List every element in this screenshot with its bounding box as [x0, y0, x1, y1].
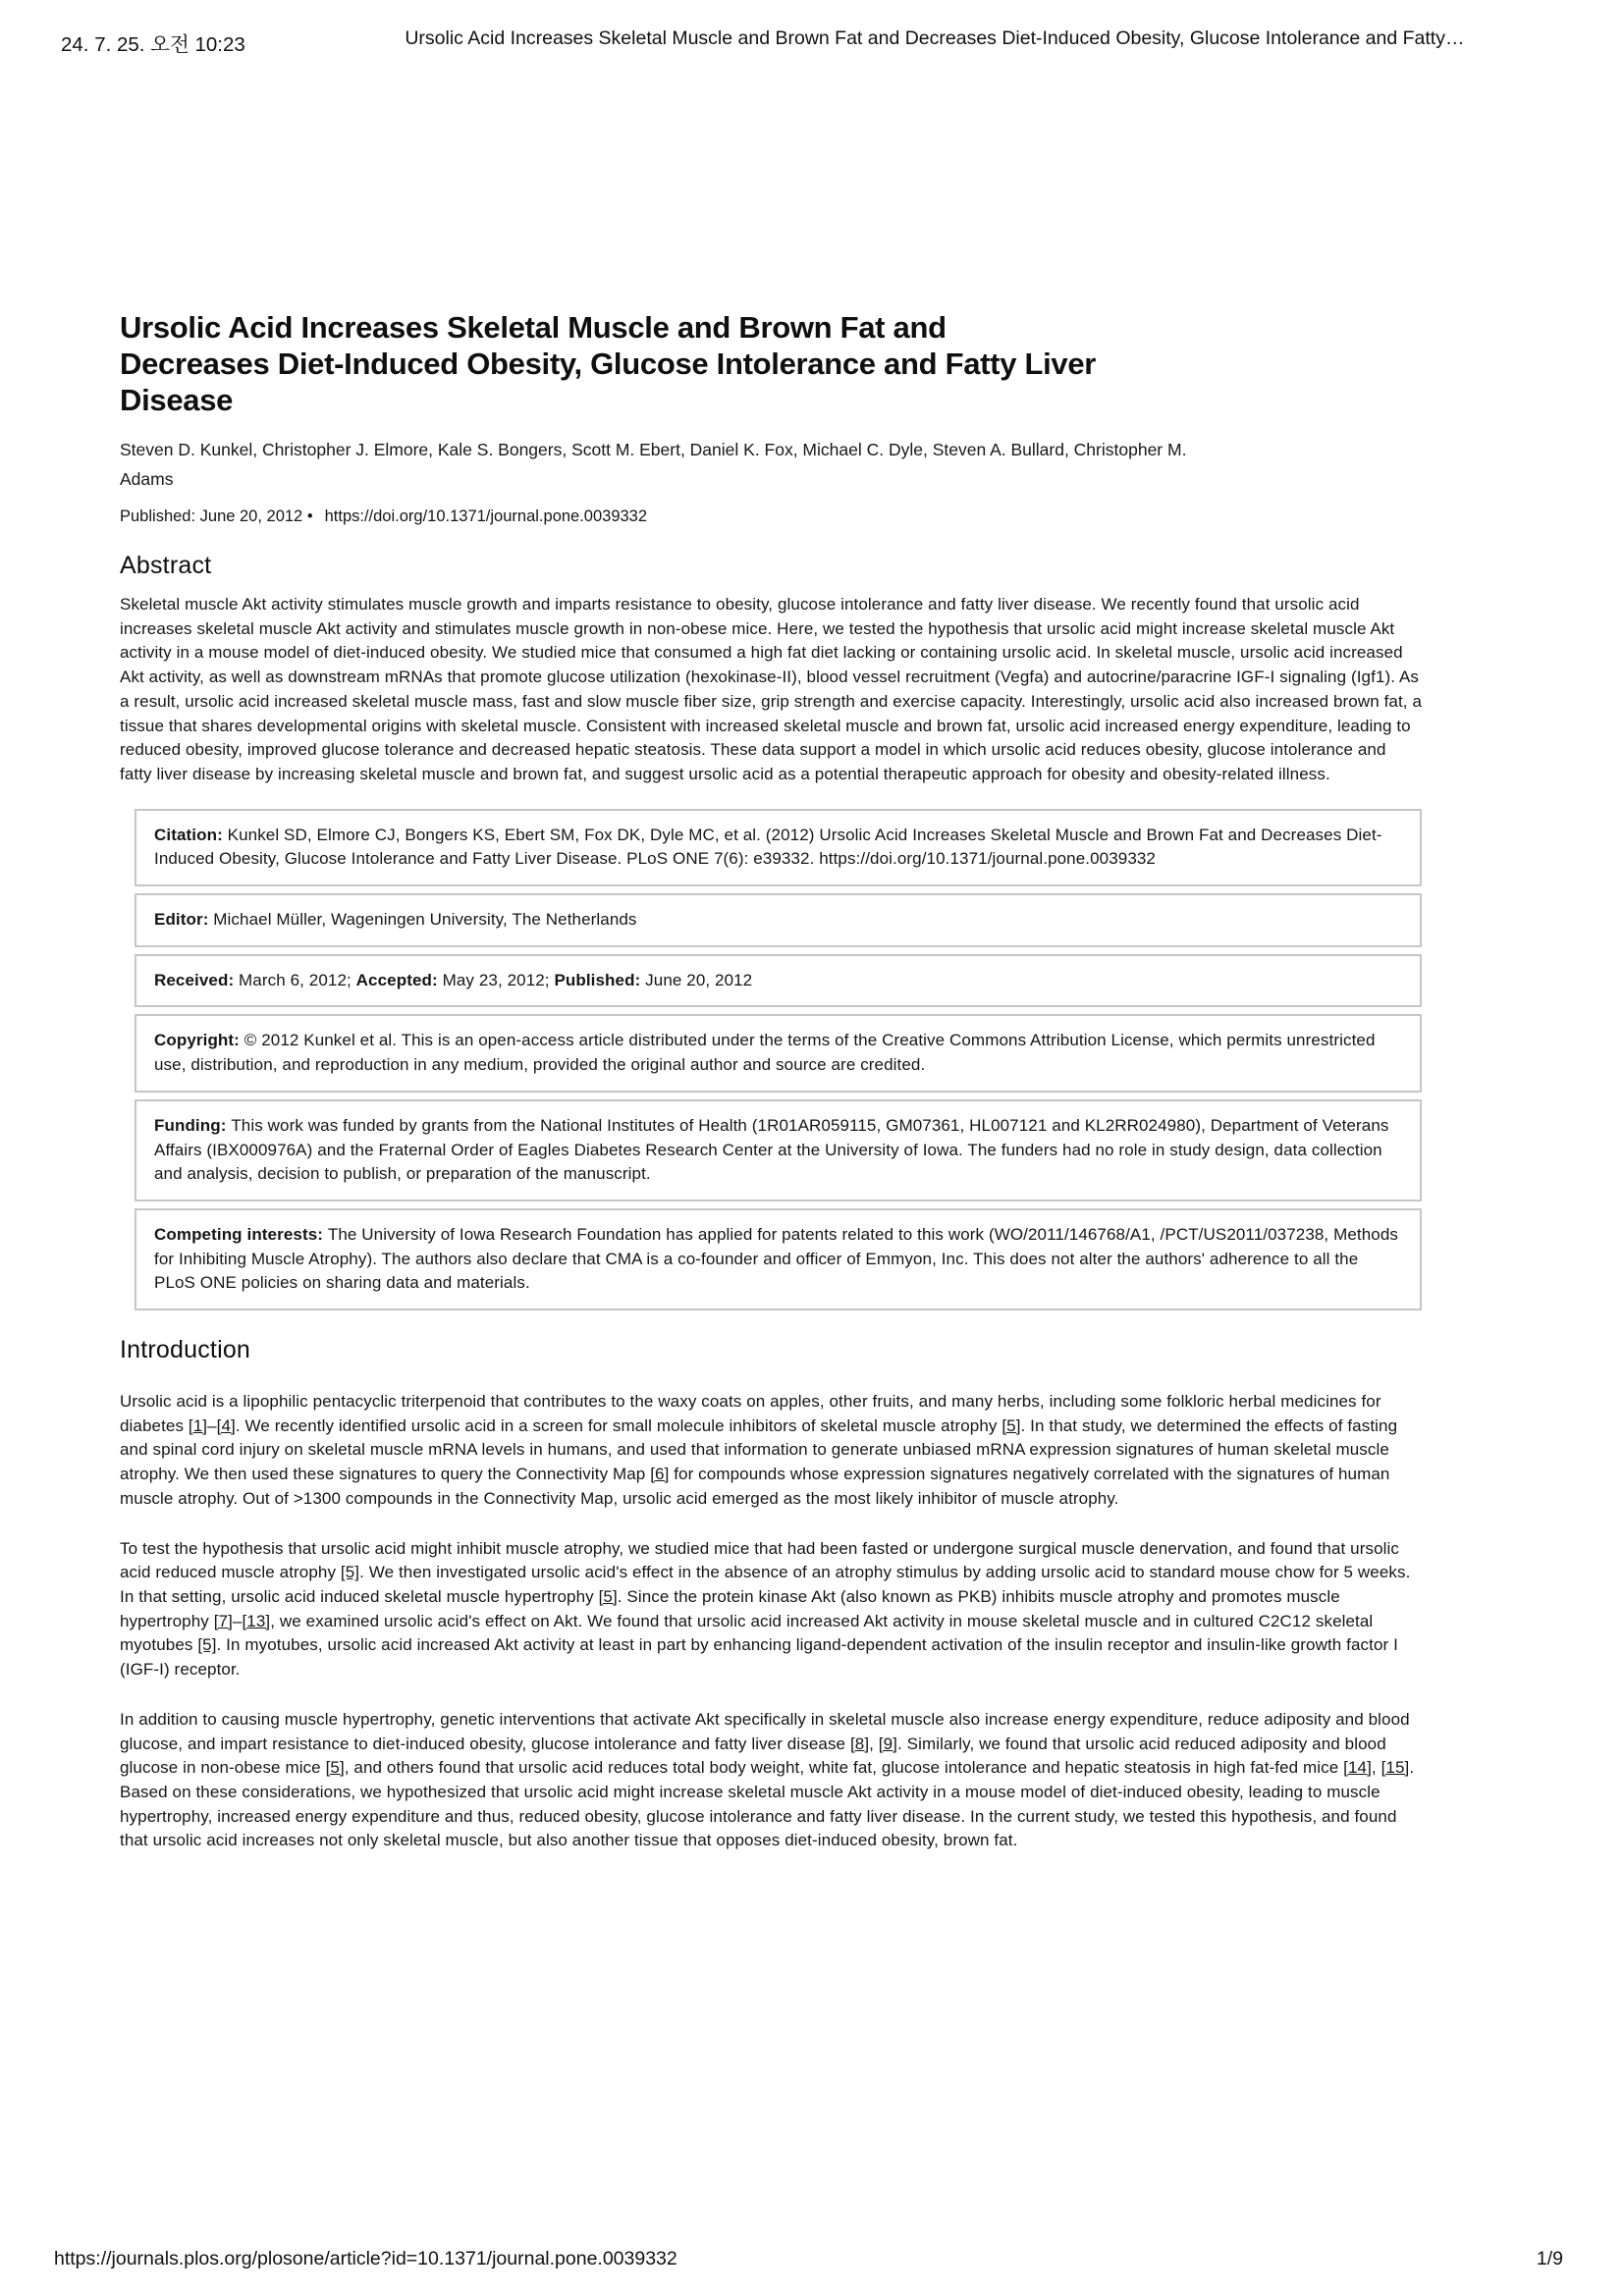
text-segment: • [306, 507, 313, 525]
text-segment: . We then investigated ursolic acid's effect in the absence of an atrophy stimulus by adding ursolic acid to standard mouse chow for 5 weeks. In that setting, ursolic acid induced skeletal muscle hypertrophy [120, 1563, 1411, 1606]
text-segment: Michael Müller, Wageningen University, The Netherlands [213, 910, 637, 930]
text-segment: , [869, 1734, 879, 1753]
text-segment: To test the hypothesis that ursolic acid might inhibit muscle atrophy, we studied mice that had been fasted or undergone surgical muscle denervation, and found that ursolic acid reduced muscle atrophy [120, 1538, 1400, 1582]
text-segment: . Similarly, we found that ursolic acid reduced adiposity and blood glucose in non-obese mice [120, 1734, 1386, 1778]
text-segment: , [1371, 1758, 1381, 1778]
text-segment: . In that study, we determined the effects of fasting and spinal cord injury on skeletal muscle mRNA levels in humans, and used that information to generate unbiased mRNA expression signatures of human skeletal muscle atrophy. We then used these signatures to query the Connectivity Map [120, 1415, 1398, 1484]
reference-link[interactable]: [6] [650, 1465, 670, 1484]
abstract-heading: Abstract [120, 552, 212, 579]
field-label: Citation: [154, 825, 228, 844]
reference-link[interactable]: [15] [1380, 1758, 1410, 1778]
editor-box [135, 893, 1422, 947]
intro-paragraph-3 [120, 1708, 1422, 1853]
print-header-datetime: 24. 7. 25. 오전 10:23 [61, 33, 245, 56]
field-label: Competing interests: [154, 1224, 328, 1244]
text-segment: In addition to causing muscle hypertrophy, genetic interventions that activate Akt specifically in skeletal muscle also increase energy expenditure, reduce adiposity and blood glucose, and impart resistance to diet-induced obesity, glucose intolerance and fatty liver disease [120, 1709, 1410, 1753]
abstract-text: Skeletal muscle Akt activity stimulates muscle growth and imparts resistance to obesity, glucose intolerance and fatty liver disease. We recently found that ursolic acid increases skeletal muscle Akt activity and stimulates muscle growth in non-obese mice. Here, we tested the hypothesis that ursolic acid might increase skeletal muscle Akt activity in a mouse model of diet-induced obesity. We studied mice that consumed a high fat diet lacking or containing ursolic acid. In skeletal muscle, ursolic acid increased Akt activity, as well as downstream mRNAs that promote glucose utilization (hexokinase-II), blood vessel recruitment (Vegfa) and autocrine/paracrine IGF-I signaling (Igf1). As a result, ursolic acid increased skeletal muscle mass, fast and slow muscle fiber size, grip strength and exercise capacity. Interestingly, ursolic acid also increased brown fat, a tissue that shares developmental origins with skeletal muscle. Consistent with increased skeletal muscle and brown fat, ursolic acid increased energy expenditure, leading to reduced obesity, improved glucose tolerance and decreased hepatic steatosis. These data support a model in which ursolic acid reduces obesity, glucose intolerance and fatty liver disease by increasing skeletal muscle and brown fat, and suggest ursolic acid as a potential therapeutic approach for obesity and obesity-related illness. [120, 595, 1423, 783]
text-segment: May 23, 2012; [442, 970, 555, 989]
reference-link[interactable]: [14] [1343, 1758, 1372, 1778]
text-segment: . Based on these considerations, we hypothesized that ursolic acid might increase skeletal muscle Akt activity in a mouse model of diet-induced obesity, leading to muscle hypertrophy, increased energy expenditure and thus, reduced obesity, glucose intolerance and fatty liver disease. In the current study, we tested this hypothesis, and found that ursolic acid increases not only skeletal muscle, but also another tissue that opposes diet-induced obesity, brown fat. [120, 1758, 1415, 1850]
text-segment: for compounds whose expression signatures negatively correlated with the signatures of human muscle atrophy. Out of >1300 compounds in the Connectivity Map, ursolic acid emerged as the most likely inhibitor of muscle atrophy. [120, 1465, 1390, 1508]
text-segment: , we examined ursolic acid's effect on Akt. We found that ursolic acid increased Akt activity in mouse skeletal muscle and in cultured C2C12 skeletal myotubes [120, 1611, 1374, 1655]
field-label: Accepted: [355, 970, 443, 989]
field-label: Received: [154, 970, 240, 989]
reference-link[interactable]: [13] [242, 1611, 271, 1630]
print-footer [0, 2248, 1624, 2270]
text-segment: – [232, 1611, 243, 1630]
reference-link[interactable]: [5] [197, 1635, 217, 1655]
text-segment: – [207, 1415, 217, 1435]
competing-interests-box [135, 1208, 1422, 1310]
print-footer-page-number: 1/9 [1536, 2248, 1563, 2269]
citation-box [135, 809, 1422, 886]
reference-link[interactable]: [5] [325, 1758, 345, 1778]
field-label: Published: [554, 970, 646, 989]
field-label: Funding: [154, 1115, 232, 1135]
text-segment: . In myotubes, ursolic acid increased Akt activity at least in part by enhancing ligand-dependent activation of the insulin receptor and insulin-like growth factor I (IGF-I) receptor. [120, 1635, 1398, 1680]
field-label: Copyright: [154, 1031, 244, 1050]
text-segment: June 20, 2012 [645, 970, 753, 989]
copyright-box [135, 1014, 1422, 1092]
text-segment: Published: June 20, 2012 [120, 507, 307, 525]
text-segment: © 2012 Kunkel et al. This is an open-access article distributed under the terms of the Creative Commons Attribution License, which permits unrestricted use, distribution, and reproduction in any medium, provided the original author and source are credited. [154, 1031, 1376, 1075]
author-list: Steven D. Kunkel, Christopher J. Elmore, Kale S. Bongers, Scott M. Ebert, Daniel K. Fox, Michael C. Dyle, Steven A. Bullard, Christopher M. Adams [120, 440, 1187, 489]
introduction-heading: Introduction [120, 1336, 251, 1364]
funding-box [135, 1099, 1422, 1201]
text-segment: Kunkel SD, Elmore CJ, Bongers KS, Ebert SM, Fox DK, Dyle MC, et al. (2012) Ursolic Acid Increases Skeletal Muscle and Brown Fat and Decreases Diet-Induced Obesity, Glucose Intolerance and Fatty Liver Disease. PLoS ONE 7(6): e39332. https://doi.org/10.1371/journal.pone.0039332 [154, 825, 1382, 869]
article-title: Ursolic Acid Increases Skeletal Muscle and Brown Fat and Decreases Diet-Induced Obesity, Glucose Intolerance and Fatty Liver Disease [120, 310, 1097, 417]
reference-link[interactable]: [5] [1001, 1415, 1021, 1435]
article-metadata [135, 809, 1422, 1310]
print-footer-url: https://journals.plos.org/plosone/article?id=10.1371/journal.pone.0039332 [54, 2248, 677, 2269]
text-segment: . We recently identified ursolic acid in a screen for small molecule inhibitors of skeletal muscle atrophy [235, 1415, 1002, 1435]
reference-link[interactable]: [7] [213, 1611, 233, 1630]
text-segment: The University of Iowa Research Foundation has applied for patents related to this work (WO/2011/146768/A1, /PCT/US2011/037238, Methods for Inhibiting Muscle Atrophy). The authors also declare that CMA is a co-founder and officer of Emmyon, Inc. This does not alter the authors' adherence to all the PLoS ONE policies on sharing data and materials. [154, 1224, 1398, 1293]
reference-link[interactable]: [8] [849, 1734, 870, 1753]
dates-box [135, 954, 1422, 1008]
text-segment: March 6, 2012; [239, 970, 356, 989]
reference-link[interactable]: [5] [598, 1586, 618, 1606]
article-content [120, 0, 1422, 1853]
reference-link[interactable]: [5] [340, 1563, 360, 1582]
print-header-title: Ursolic Acid Increases Skeletal Muscle and Brown Fat and Decreases Diet-Induced Obesity, Glucose Intolerance and Fatty… [405, 27, 1465, 49]
text-segment: . Since the protein kinase Akt (also known as PKB) inhibits muscle atrophy and promotes muscle hypertrophy [120, 1586, 1340, 1630]
reference-link[interactable]: [1] [188, 1415, 208, 1435]
doi-link[interactable]: https://doi.org/10.1371/journal.pone.0039332 [324, 507, 648, 525]
reference-link[interactable]: [4] [216, 1415, 236, 1435]
intro-paragraph-2 [120, 1537, 1422, 1682]
text-segment: , and others found that ursolic acid reduces total body weight, white fat, glucose intolerance and hepatic steatosis in high fat-fed mice [344, 1758, 1344, 1778]
field-label: Editor: [154, 910, 214, 930]
text-segment: Ursolic acid is a lipophilic pentacyclic triterpenoid that contributes to the waxy coats on apples, other fruits, and many herbs, including some folkloric herbal medicines for diabetes [120, 1392, 1381, 1435]
reference-link[interactable]: [9] [878, 1734, 897, 1753]
intro-paragraph-1 [120, 1390, 1422, 1512]
text-segment: This work was funded by grants from the National Institutes of Health (1R01AR059115, GM07361, HL007121 and KL2RR024980), Department of Veterans Affairs (IBX000976A) and the Fraternal Order of Eagles Diabetes Research Center at the University of Iowa. The funders had no role in study design, data collection and analysis, decision to publish, or preparation of the manuscript. [154, 1115, 1389, 1184]
published-line [120, 507, 1422, 526]
